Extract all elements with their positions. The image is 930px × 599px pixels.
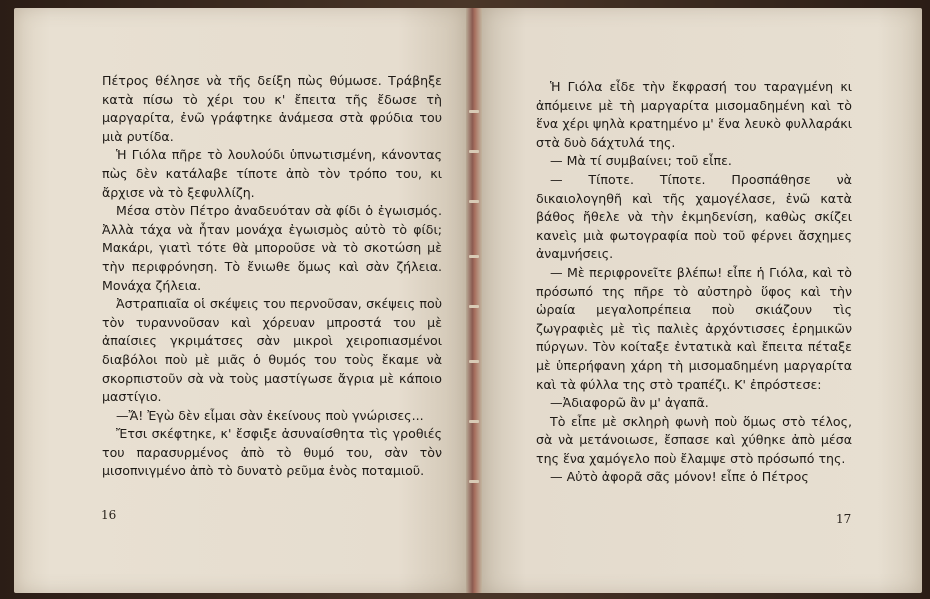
- paragraph: —Ἀδιαφορῶ ἂν μ' ἀγαπᾶ.: [550, 395, 709, 411]
- spine-stitch: [469, 150, 479, 153]
- book-spine: [466, 8, 482, 593]
- spine-stitch: [469, 255, 479, 258]
- spine-stitch: [469, 305, 479, 308]
- spine-stitch: [469, 200, 479, 203]
- spine-stitch: [469, 110, 479, 113]
- paragraph: — Αὐτὸ ἀφορᾶ σᾶς μόνον! εἶπε ὁ Πέτρος: [550, 469, 809, 485]
- paragraph: Τὸ εἶπε μὲ σκληρὴ φωνὴ ποὺ ὅμως στὸ τέλος, σὰ νὰ μετάνοιωσε, ἔσπασε καὶ χύθηκε ἀπὸ μέσα της ἕνα χαμόγελο ποὺ ἔλαμψε στὸ πρόσωπό της.: [536, 413, 852, 466]
- right-page-text: [536, 78, 852, 487]
- paragraph: Ἡ Γιόλα πῆρε τὸ λουλούδι ὑπνωτισμένη, κάνοντας πὼς δὲν κατάλαβε τίποτε ἀπὸ τὸν τρόπο του, κι ἄρχισε νὰ τὸ ξεφυλλίζη.: [102, 147, 442, 200]
- paragraph: Ἔτσι σκέφτηκε, κ' ἔσφιξε ἀσυναίσθητα τὶς γροθιές του παρασυρμένος ἀπὸ τὸ θυμό του, σὰν τὸν μισοπνιγμένο ἀπὸ τὸ δυνατὸ ρεῦμα ἑνὸς ποταμιοῦ.: [102, 426, 442, 479]
- paragraph: Πέτρος θέλησε νὰ τῆς δείξη πὼς θύμωσε. Τράβηξε κατὰ πίσω τὸ χέρι του κ' ἔπειτα τῆς ἔδωσε τὴ μαργαρίτα, ἐνῶ γράφτηκε ἀνάμεσα στὰ φρύδια του μιὰ ρυτίδα.: [102, 73, 442, 144]
- paragraph: — Τίποτε. Τίποτε. Προσπάθησε νὰ δικαιολογηθῆ καὶ τῆς χαμογέλασε, ἐνῶ κατὰ βάθος ἤθελε νὰ τὴν ἐκμηδενίση, καθὼς σκίζει κανεὶς μιὰ φωτογραφία ποὺ τοῦ φέρνει ἄσχημες ἀναμνήσεις.: [536, 171, 852, 262]
- page-number-right: 17: [836, 512, 852, 526]
- paragraph: Μέσα στὸν Πέτρο ἀναδευόταν σὰ φίδι ὁ ἐγωισμός. Ἀλλὰ τάχα νὰ ἦταν μονάχα ἐγωισμὸς αὐτὸ τὸ φίδι; Μακάρι, γιατὶ τότε θὰ μποροῦσε νὰ τὸ σκοτώση μὲ τὴν περιφρόνηση. Τὸ ἔνιωθε ὅμως καὶ σὰν ζήλεια. Μονάχα ζήλεια.: [102, 203, 442, 293]
- paragraph: —Ἄ! Ἐγὼ δὲν εἶμαι σὰν ἐκείνους ποὺ γνώρισες...: [116, 407, 424, 423]
- paragraph: — Μὰ τί συμβαίνει; τοῦ εἶπε.: [550, 153, 732, 169]
- left-page-text: [102, 72, 442, 481]
- page-number-left: 16: [101, 508, 117, 522]
- spine-stitch: [469, 480, 479, 483]
- paragraph: — Μὲ περιφρονεῖτε βλέπω! εἶπε ἡ Γιόλα, καὶ τὸ πρόσωπό της πῆρε τὸ αὐστηρὸ ὕφος καὶ τὴν ὡραία μεγαλοπρέπεια ποὺ σκιάζουν τὶς ζωγραφιὲς μὲ τὶς παλιὲς ἀρχόντισσες ἐρημικῶν πύργων. Τὸν κοίταξε ἐντατικὰ καὶ ἔπειτα πέταξε μὲ ὑπερήφανη χάρη τὴ μισομαδημένη μαργαρίτα καὶ τὰ φύλλα της στὸ τραπέζι. Κ' ἐπρόστεσε:: [536, 264, 852, 392]
- spine-stitch: [469, 360, 479, 363]
- spine-stitch: [469, 420, 479, 423]
- paragraph: Ἡ Γιόλα εἶδε τὴν ἔκφρασή του ταραγμένη κι ἀπόμεινε μὲ τὴ μαργαρίτα μισομαδημένη καὶ τὸ ἕνα χέρι ψηλὰ κρατημένο μ' ἕνα λευκὸ φυλλαράκι στὰ δυὸ δάχτυλά της.: [536, 79, 852, 150]
- paragraph: Ἀστραπιαῖα οἱ σκέψεις του περνοῦσαν, σκέψεις ποὺ τὸν τυραννοῦσαν καὶ χόρευαν μπροστά του μὲ ἀπαίσιες γκριμάτσες σὰν μικροὶ χειροπιασμένοι διαβόλοι ποὺ μὲ μιᾶς ὁ θυμός του τοὺς ἔκαμε νὰ σκορπιστοῦν σὰ νὰ τοὺς μαστίγωσε ἄγρια μὲ κάποιο μαστίγιο.: [102, 296, 442, 405]
